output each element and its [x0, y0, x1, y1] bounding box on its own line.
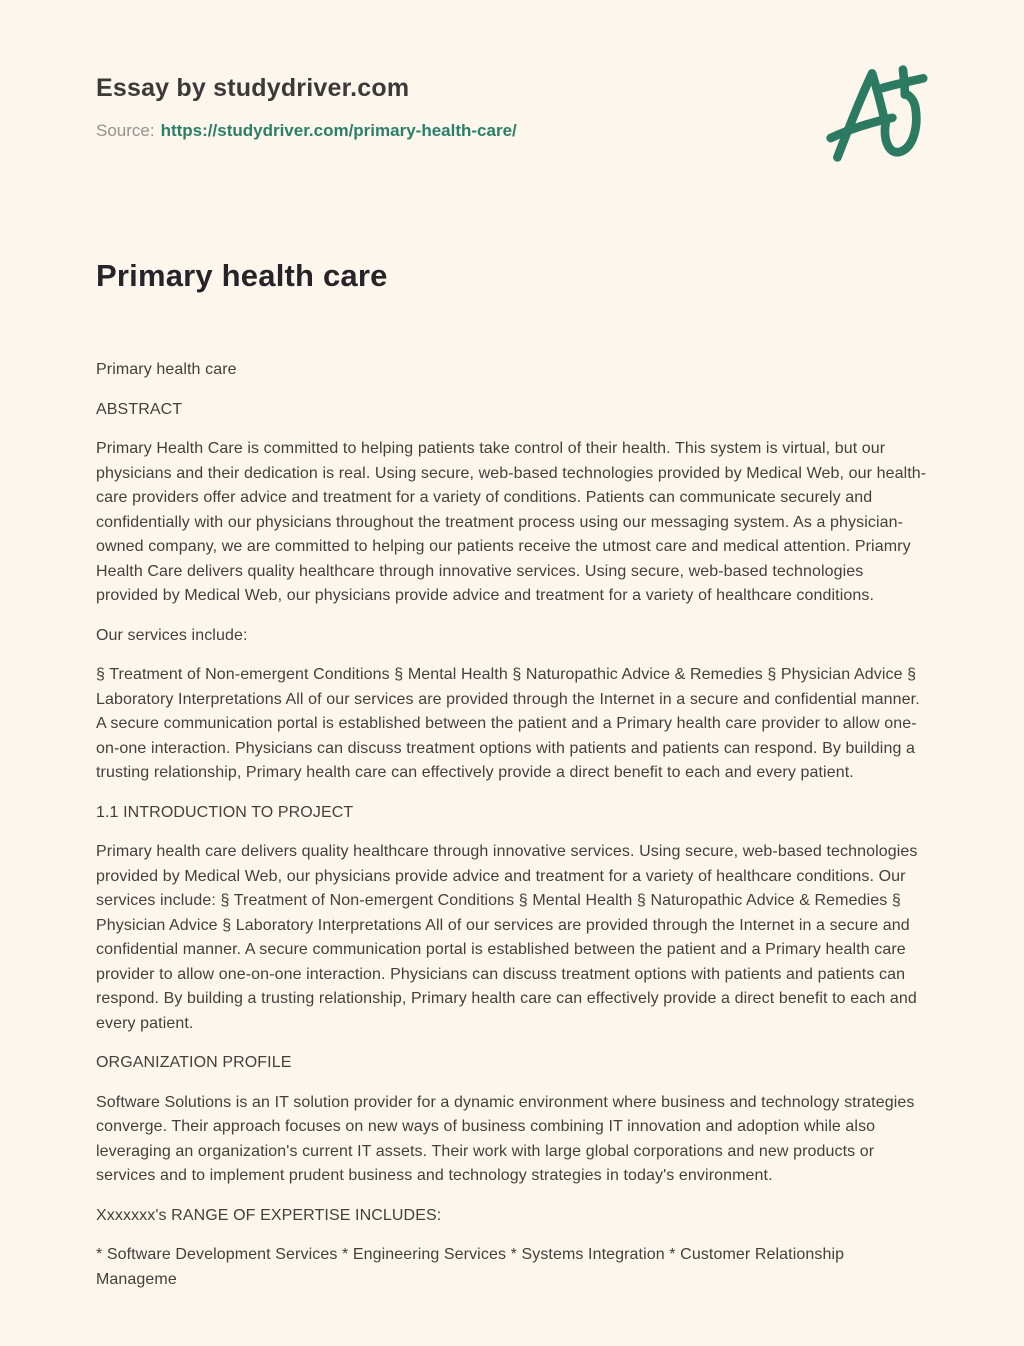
essay-paragraph: * Software Development Services * Engineering Services * Systems Integration * Customer Relationship Manageme — [96, 1246, 845, 1288]
source-line — [96, 120, 517, 142]
essay-paragraph: Xxxxxxx's RANGE OF EXPERTISE INCLUDES: — [96, 1206, 442, 1224]
essay-paragraph: Our services include: — [96, 626, 248, 644]
source-label: Source: — [96, 121, 155, 140]
essay-paragraph: ORGANIZATION PROFILE — [96, 1054, 292, 1071]
document-header — [96, 0, 928, 168]
essay-paragraph: Primary health care delivers quality healthcare through innovative services. Using secure, web-based technologies provided by Medical Web, our physicians provide advice and treatment for a variety of healthcare conditions. Our services include: § Treatment of Non-emergent Conditions § Mental Health § Naturopathic Advice & Remedies § Physician Advice § Laboratory Interpretations All of our services are provided through the Internet in a secure and confidential manner. A secure communication portal is established between the patient and a Primary health care provider to allow one-on-one interaction. Physicians can discuss treatment options with patients and patients can respond. By building a trusting relationship, Primary health care can effectively provide a direct benefit to each and every patient. — [96, 843, 918, 1032]
source-link[interactable]: https://studydriver.com/primary-health-care/ — [160, 121, 517, 140]
site-heading: Essay by studydriver.com — [96, 74, 410, 102]
essay-paragraph: Primary Health Care is committed to helping patients take control of their health. This system is virtual, but our physicians and their dedication is real. Using secure, web-based technologies provided by Medical Web, our health-care providers offer advice and treatment for a variety of conditions. Patients can communicate securely and confidentially with our physicians throughout the treatment process using our messaging system. As a physician-owned company, we are committed to helping our patients receive the utmost care and medical attention. Priamry Health Care delivers quality healthcare through innovative services. Using secure, web-based technologies provided by Medical Web, our physicians provide advice and treatment for a variety of healthcare conditions. — [96, 440, 927, 604]
essay-paragraph: § Treatment of Non-emergent Conditions § Mental Health § Naturopathic Advice & Remedies § Physician Advice § Laboratory Interpretations All of our services are provided through the Internet in a secure and confidential manner. A secure communication portal is established between the patient and a Primary health care provider to allow one-on-one interaction. Physicians can discuss treatment options with patients and patients can respond. By building a trusting relationship, Primary health care can effectively provide a direct benefit to each and every patient. — [96, 666, 920, 781]
essay-paragraph: Software Solutions is an IT solution provider for a dynamic environment where business and technology strategies converge. Their approach focuses on new ways of business combining IT innovation and adoption while also leveraging an organization's current IT assets. Their work with large global corporations and new products or services and to implement prudent business and technology strategies in today's environment. — [96, 1093, 915, 1184]
essay-paragraph: 1.1 INTRODUCTION TO PROJECT — [96, 803, 354, 821]
essay-paragraph: Primary health care — [96, 361, 237, 378]
essay-paragraph: ABSTRACT — [96, 400, 183, 418]
essay-body — [96, 358, 928, 1292]
header-text-block — [96, 58, 517, 142]
essay-title: Primary health care — [96, 258, 388, 293]
a-plus-logo-icon — [822, 58, 928, 168]
